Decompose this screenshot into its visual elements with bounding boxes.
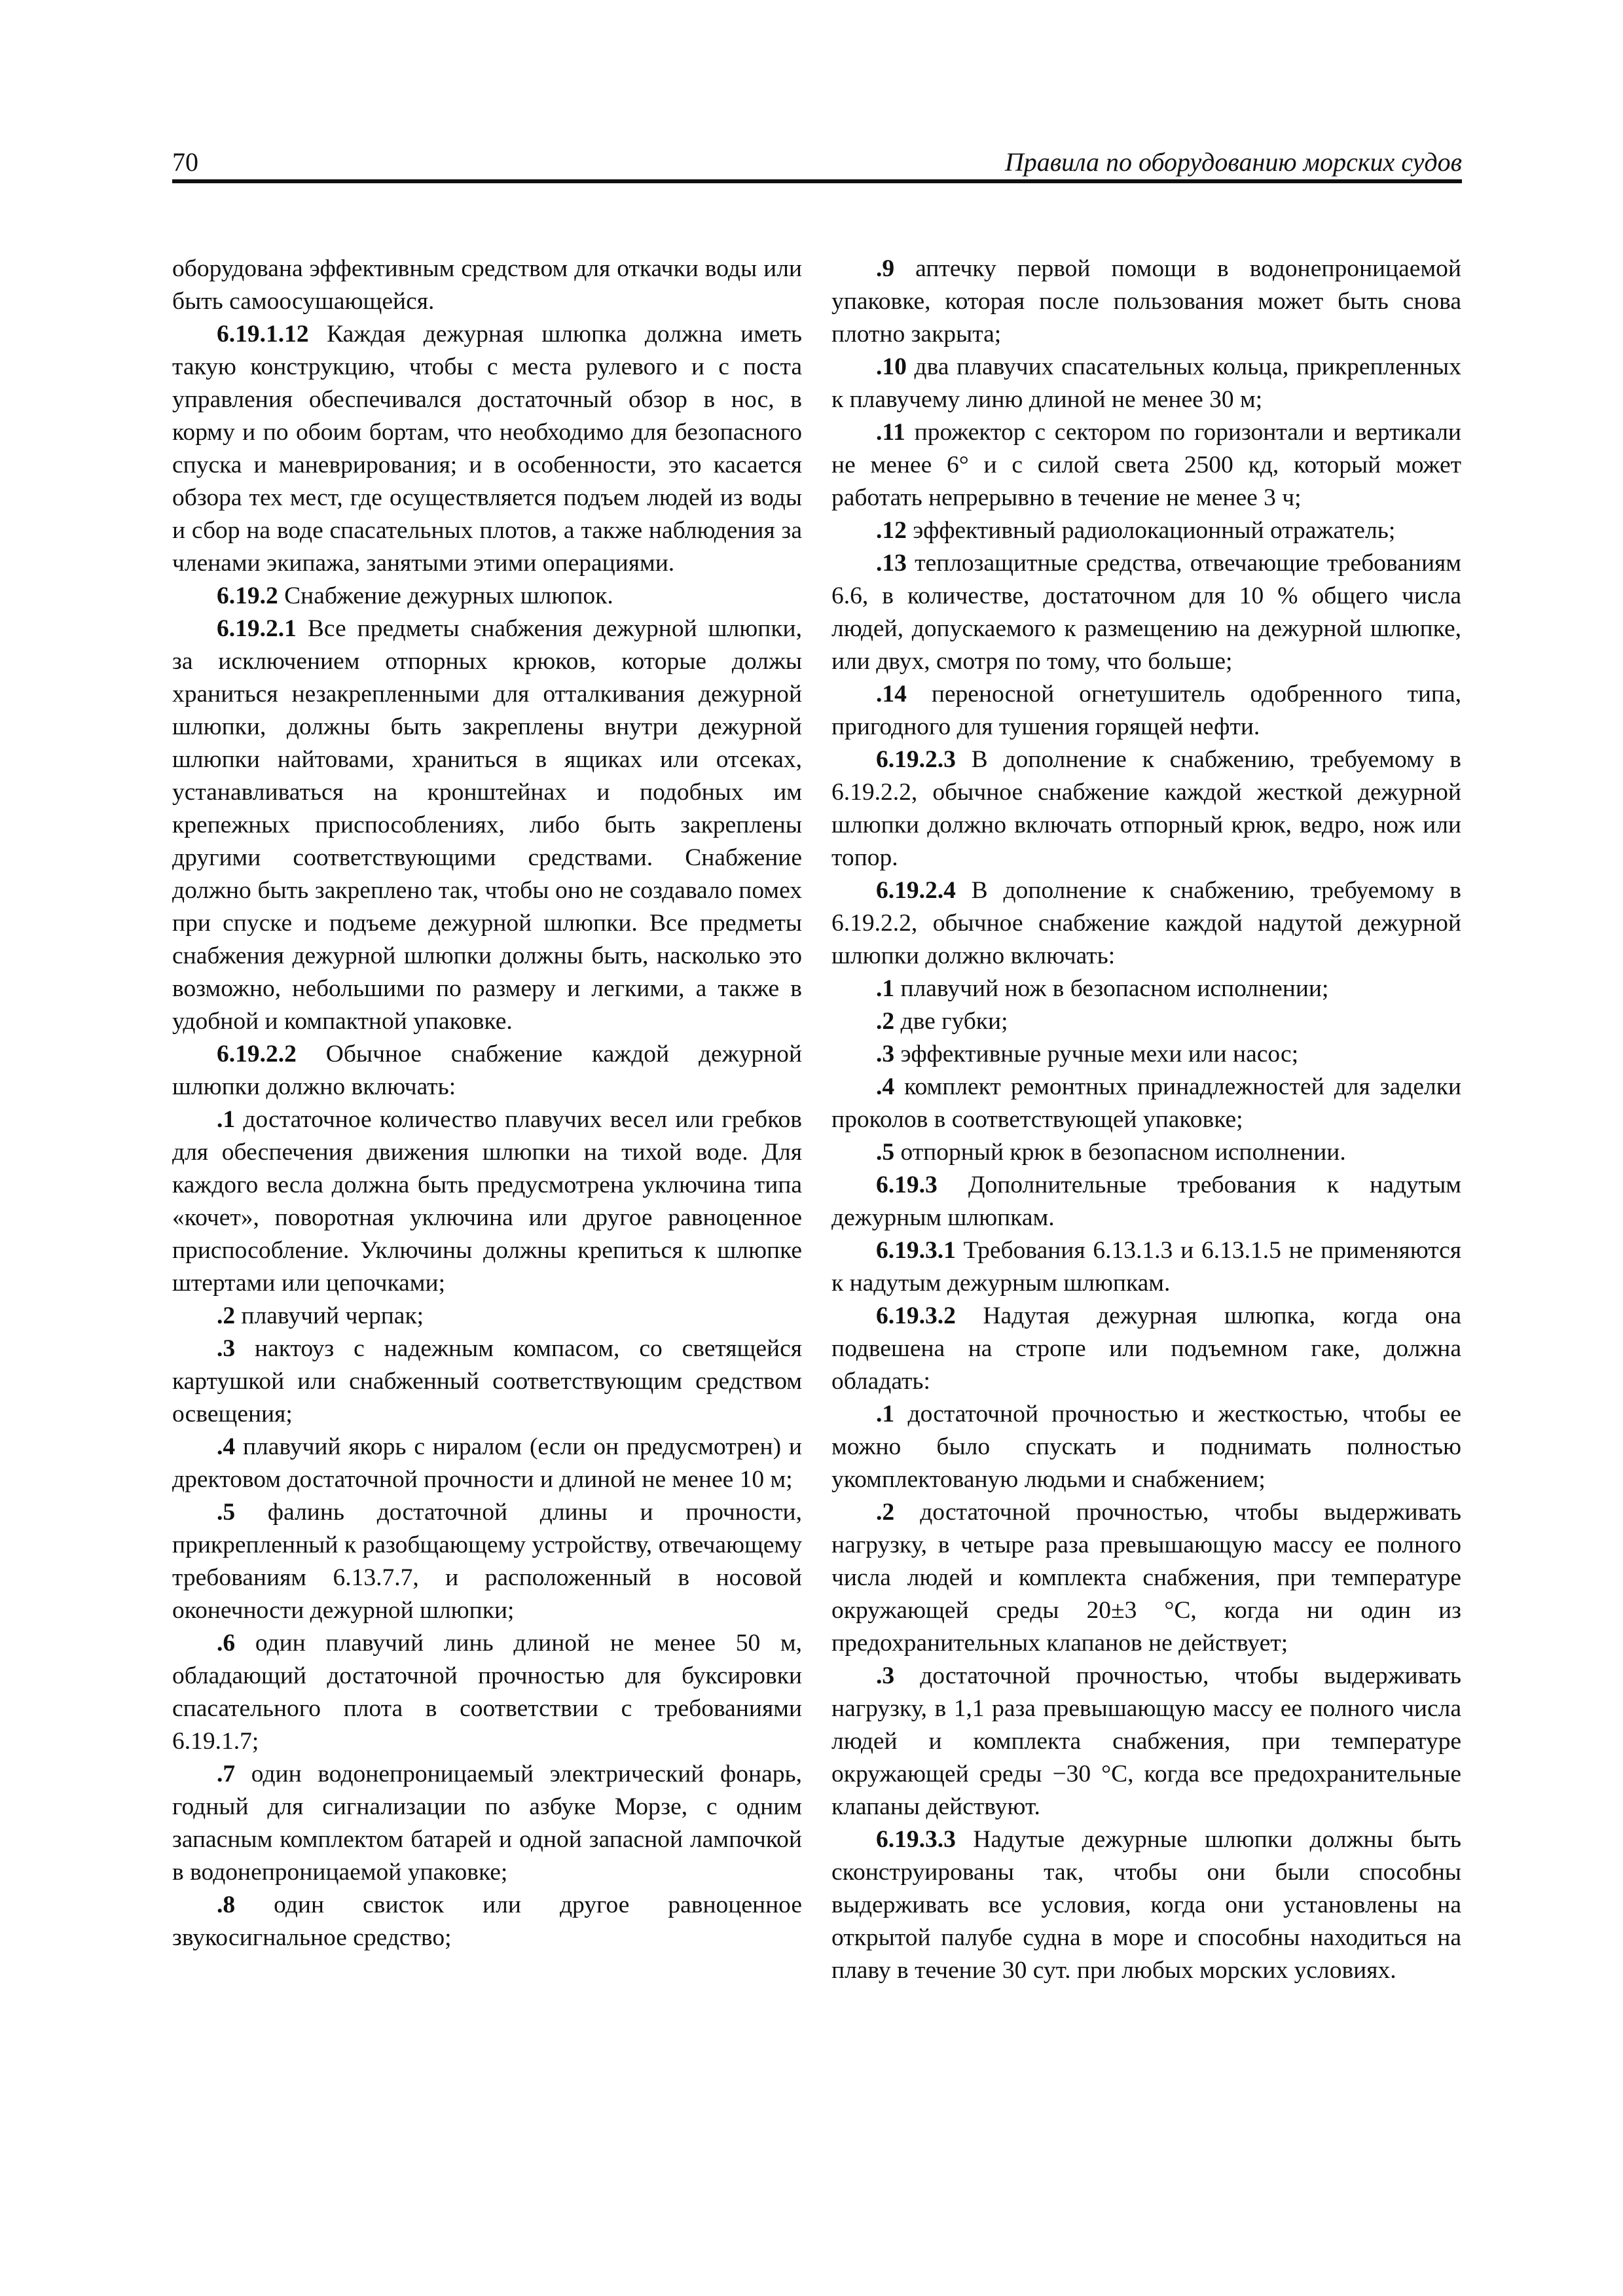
paragraph-text: один свисток или другое равноценное звукосигнальное средство; bbox=[172, 1892, 802, 1951]
clause-number: .5 bbox=[217, 1499, 236, 1526]
paragraph bbox=[172, 1333, 802, 1431]
paragraph bbox=[831, 1823, 1461, 1987]
paragraph-text: эффективный радиолокационный отражатель; bbox=[906, 517, 1396, 544]
clause-number: .8 bbox=[217, 1892, 236, 1918]
paragraph-text: Снабжение дежурных шлюпок. bbox=[278, 583, 613, 609]
clause-number: 6.19.3.2 bbox=[876, 1302, 956, 1329]
paragraph bbox=[831, 973, 1461, 1005]
paragraph bbox=[831, 874, 1461, 973]
paragraph-text: отпорный крюк в безопасном исполнении. bbox=[894, 1139, 1346, 1166]
paragraph bbox=[172, 318, 802, 580]
clause-number: 6.19.2.2 bbox=[217, 1041, 297, 1067]
paragraph bbox=[831, 416, 1461, 514]
clause-number: .6 bbox=[217, 1630, 236, 1657]
clause-number: .3 bbox=[876, 1041, 895, 1067]
page-number: 70 bbox=[172, 147, 198, 177]
paragraph bbox=[172, 253, 802, 318]
paragraph bbox=[172, 613, 802, 1038]
paragraph-text: Надутая дежурная шлюпка, когда она подвешена на стропе или подъемном гаке, должна обладать: bbox=[831, 1302, 1461, 1395]
clause-number: .13 bbox=[876, 550, 907, 577]
clause-number: .1 bbox=[217, 1106, 236, 1133]
paragraph bbox=[831, 1136, 1461, 1169]
paragraph-text: В дополнение к снабжению, требуемому в 6.19.2.2, обычное снабжение каждой жесткой дежурной шлюпки должно включать отпорный крюк, ведро, нож или топор. bbox=[831, 746, 1461, 871]
paragraph bbox=[172, 1627, 802, 1758]
paragraph bbox=[831, 1169, 1461, 1234]
clause-number: .2 bbox=[217, 1302, 236, 1329]
paragraph-text: В дополнение к снабжению, требуемому в 6.19.2.2, обычное снабжение каждой надутой дежурной шлюпки должно включать: bbox=[831, 877, 1461, 969]
clause-number: 6.19.3 bbox=[876, 1172, 938, 1198]
clause-number: .5 bbox=[876, 1139, 895, 1166]
clause-number: .3 bbox=[876, 1662, 895, 1689]
paragraph-text: один плавучий линь длиной не менее 50 м, обладающий достаточной прочностью для буксировки спасательного плота в соответствии с требованиями 6.19.1.7; bbox=[172, 1630, 802, 1755]
paragraph bbox=[831, 1660, 1461, 1823]
paragraph bbox=[831, 1038, 1461, 1071]
paragraph bbox=[831, 1005, 1461, 1038]
paragraph bbox=[172, 1300, 802, 1333]
paragraph-text: комплект ремонтных принадлежностей для заделки проколов в соответствующей упаковке; bbox=[831, 1073, 1461, 1133]
paragraph-text: Все предметы снабжения дежурной шлюпки, за исключением отпорных крюков, которые должы храниться незакрепленными для отталкивания дежурной шлюпки, должны быть закреплены внутри дежурной шлюпки найтовами, храниться в ящиках или отсеках, устанавливаться на кронштейнах и подобных им крепежных приспособлениях, либо быть закреплены другими соответствующими средствами. Снабжение должно быть закреплено так, чтобы оно не создавало помех при спуске и подъеме дежурной шлюпки. Все предметы снабжения дежурной шлюпки должны быть, насколько это возможно, небольшими по размеру и легкими, а также в удобной и компактной упаковке. bbox=[172, 615, 802, 1035]
paragraph bbox=[172, 1038, 802, 1103]
paragraph-text: Требования 6.13.1.3 и 6.13.1.5 не применяются к надутым дежурным шлюпкам. bbox=[831, 1237, 1461, 1297]
clause-number: .10 bbox=[876, 353, 907, 380]
paragraph-text: достаточной прочностью и жесткостью, чтобы ее можно было спускать и поднимать полностью укомплектованую людьми и снабжением; bbox=[831, 1401, 1461, 1493]
paragraph-text: фалинь достаточной длины и прочности, прикрепленный к разобщающему устройству, отвечающему требованиям 6.13.7.7, и расположенный в носовой оконечности дежурной шлюпки; bbox=[172, 1499, 802, 1624]
clause-number: .3 bbox=[217, 1335, 236, 1362]
paragraph-text: эффективные ручные мехи или насос; bbox=[894, 1041, 1299, 1067]
clause-number: .9 bbox=[876, 255, 895, 282]
paragraph-text: достаточной прочностью, чтобы выдерживать нагрузку, в 1,1 раза превышающую массу ее полного числа людей и комплекта снабжения, при температуре окружающей среды −30 °С, когда все предохранительные клапаны действуют. bbox=[831, 1662, 1461, 1820]
clause-number: .11 bbox=[876, 419, 905, 446]
paragraph bbox=[172, 1103, 802, 1300]
paragraph bbox=[831, 547, 1461, 678]
running-title: Правила по оборудованию морских судов bbox=[1004, 147, 1462, 177]
paragraph bbox=[831, 1234, 1461, 1300]
clause-number: .2 bbox=[876, 1008, 895, 1035]
paragraph bbox=[172, 1758, 802, 1889]
paragraph bbox=[172, 1889, 802, 1954]
clause-number: 6.19.2.4 bbox=[876, 877, 956, 904]
paragraph bbox=[831, 514, 1461, 547]
paragraph-text: прожектор с сектором по горизонтали и вертикали не менее 6° и с силой света 2500 кд, который может работать непрерывно в течение не менее 3 ч; bbox=[831, 419, 1461, 511]
clause-number: 6.19.2.3 bbox=[876, 746, 956, 773]
paragraph-text: плавучий якорь с ниралом (если он предусмотрен) и дректовом достаточной прочности и длиной не менее 10 м; bbox=[172, 1433, 802, 1493]
paragraph bbox=[831, 678, 1461, 744]
paragraph-text: плавучий нож в безопасном исполнении; bbox=[894, 975, 1329, 1002]
right-column bbox=[831, 253, 1461, 1987]
paragraph bbox=[172, 580, 802, 613]
paragraph-text: два плавучих спасательных кольца, прикрепленных к плавучему линю длиной не менее 30 м; bbox=[831, 353, 1461, 413]
paragraph bbox=[172, 1496, 802, 1627]
paragraph-text: теплозащитные средства, отвечающие требованиям 6.6, в количестве, достаточном для 10 % общего числа людей, допускаемого к размещению на дежурной шлюпке, или двух, смотря по тому, что больше; bbox=[831, 550, 1461, 675]
paragraph-text: Каждая дежурная шлюпка должна иметь такую конструкцию, чтобы с места рулевого и с поста управления обеспечивался достаточный обзор в нос, в корму и по обоим бортам, что необходимо для безопасного спуска и маневрирования; и в особенности, это касается обзора тех мест, где осуществляется подъем людей из воды и сбор на воде спасательных плотов, а также наблюдения за членами экипажа, занятыми этими операциями. bbox=[172, 321, 802, 577]
paragraph bbox=[831, 253, 1461, 351]
paragraph-text: плавучий черпак; bbox=[235, 1302, 424, 1329]
paragraph-text: один водонепроницаемый электрический фонарь, годный для сигнализации по азбуке Морзе, с одним запасным комплектом батарей и одной запасной лампочкой в водонепроницаемой упаковке; bbox=[172, 1761, 802, 1886]
clause-number: .12 bbox=[876, 517, 907, 544]
clause-number: .1 bbox=[876, 975, 895, 1002]
paragraph bbox=[831, 351, 1461, 416]
left-column bbox=[172, 253, 802, 1954]
clause-number: .1 bbox=[876, 1401, 895, 1427]
paragraph-text: достаточной прочностью, чтобы выдерживать нагрузку, в четыре раза превышающую массу ее полного числа людей и комплекта снабжения, при температуре окружающей среды 20±3 °С, когда ни один из предохранительных клапанов не действует; bbox=[831, 1499, 1461, 1657]
paragraph bbox=[831, 1398, 1461, 1496]
paragraph-text: достаточное количество плавучих весел или гребков для обеспечения движения шлюпки на тихой воде. Для каждого весла должна быть предусмотрена уключина типа «кочет», поворотная уключина или другое равноценное приспособление. Уключины должны крепиться к шлюпке штертами или цепочками; bbox=[172, 1106, 802, 1297]
clause-number: 6.19.3.1 bbox=[876, 1237, 956, 1264]
paragraph bbox=[172, 1431, 802, 1496]
paragraph-text: нактоуз с надежным компасом, со светящейся картушкой или снабженный соответствующим средством освещения; bbox=[172, 1335, 802, 1427]
page-header bbox=[172, 145, 1462, 179]
paragraph-text: Надутые дежурные шлюпки должны быть сконструированы так, чтобы они были способны выдерживать все условия, когда они установлены на открытой палубе судна в море и способны находиться на плаву в течение 30 сут. при любых морских условиях. bbox=[831, 1826, 1461, 1984]
clause-number: .4 bbox=[876, 1073, 895, 1100]
clause-number: .2 bbox=[876, 1499, 895, 1526]
clause-number: 6.19.3.3 bbox=[876, 1826, 956, 1853]
paragraph-text: оборудована эффективным средством для откачки воды или быть самоосушающейся. bbox=[172, 255, 802, 315]
paragraph-text: переносной огнетушитель одобренного типа, пригодного для тушения горящей нефти. bbox=[831, 681, 1461, 740]
clause-number: 6.19.1.12 bbox=[217, 321, 309, 348]
header-rule bbox=[172, 179, 1462, 183]
paragraph-text: две губки; bbox=[894, 1008, 1008, 1035]
clause-number: .7 bbox=[217, 1761, 236, 1787]
paragraph bbox=[831, 1071, 1461, 1136]
clause-number: .4 bbox=[217, 1433, 236, 1460]
clause-number: 6.19.2 bbox=[217, 583, 278, 609]
paragraph bbox=[831, 744, 1461, 874]
clause-number: .14 bbox=[876, 681, 907, 708]
paragraph-text: аптечку первой помощи в водонепроницаемой упаковке, которая после пользования может быть снова плотно закрыта; bbox=[831, 255, 1461, 348]
paragraph bbox=[831, 1300, 1461, 1398]
paragraph bbox=[831, 1496, 1461, 1660]
clause-number: 6.19.2.1 bbox=[217, 615, 297, 642]
paragraph-text: Дополнительные требования к надутым дежурным шлюпкам. bbox=[831, 1172, 1461, 1231]
paragraph-text: Обычное снабжение каждой дежурной шлюпки должно включать: bbox=[172, 1041, 802, 1100]
